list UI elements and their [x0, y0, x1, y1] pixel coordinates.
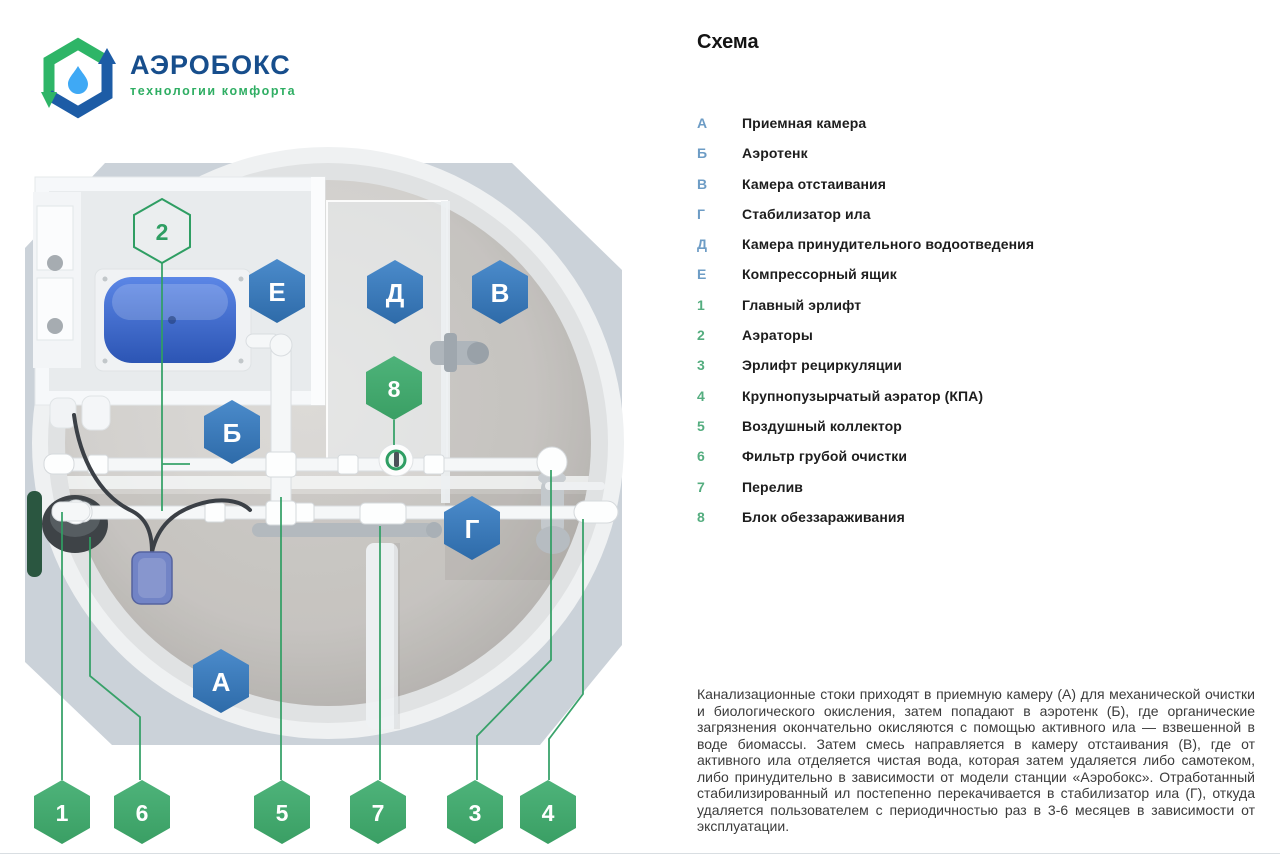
legend-row — [697, 115, 1257, 145]
float-switch — [132, 552, 172, 604]
svg-text:1: 1 — [55, 800, 69, 826]
legend-row — [697, 479, 1257, 509]
legend-row — [697, 357, 1257, 387]
svg-text:Г: Г — [464, 514, 480, 544]
svg-text:В: В — [490, 278, 510, 308]
overflow-coupling — [360, 503, 406, 524]
legend-label: Блок обеззараживания — [742, 508, 905, 525]
legend-key: 1 — [697, 296, 705, 313]
legend-key: 3 — [697, 357, 705, 374]
legend-row — [697, 236, 1257, 266]
legend-key: 8 — [697, 508, 705, 525]
marker-component-3 — [447, 780, 503, 844]
vertical-air-pipe — [271, 348, 291, 510]
legend-label: Стабилизатор ила — [742, 205, 871, 222]
legend-label: Фильтр грубой очистки — [742, 448, 908, 465]
uv-disinfection-unit — [379, 444, 413, 476]
partition-a-g — [366, 543, 398, 729]
cable-gland — [50, 398, 76, 428]
legend-key: Г — [697, 205, 705, 222]
svg-text:Д: Д — [385, 278, 405, 308]
marker-component-7 — [350, 780, 406, 844]
legend-label: Аэраторы — [742, 327, 813, 344]
kpa-end-cap — [574, 501, 618, 523]
svg-text:3: 3 — [468, 800, 482, 826]
legend-row — [697, 145, 1257, 175]
legend-label: Аэротенк — [742, 145, 808, 162]
logo-tagline: технологии комфорта — [130, 84, 297, 98]
legend-label: Перелив — [742, 478, 803, 495]
marker-component-5 — [254, 780, 310, 844]
legend-label: Компрессорный ящик — [742, 266, 897, 283]
svg-text:Е: Е — [268, 277, 286, 307]
legend-panel — [697, 30, 1257, 539]
marker-component-6 — [114, 780, 170, 844]
svg-text:7: 7 — [371, 800, 385, 826]
legend-key: Б — [697, 145, 708, 162]
svg-text:6: 6 — [135, 800, 149, 826]
legend-key: 6 — [697, 448, 705, 465]
legend-row — [697, 327, 1257, 357]
svg-text:А: А — [211, 667, 231, 697]
svg-text:Б: Б — [222, 418, 242, 448]
process-description: Канализационные стоки приходят в приемную камеру (А) для механической очистки и биологического окисления, затем попадают в аэротенк (Б), где органические загрязнения окончательно окисляются с помощью активного ила — взвешенной в воде биомассы. Затем смесь направляется в камеру отстаивания (В), где от активного ила отделяется чистая вода, которая затем удаляется либо самотеком, либо принудительно в зависимости от модели станции «Аэробокс». Отработанный стабилизированный ил постепенно перекачивается в стабилизатор ила (Г), откуда удаляется пользователем с периодичностью раз в 3-6 месяцев в зависимости от эксплуатации. — [697, 686, 1255, 834]
cable-gland — [82, 396, 110, 430]
legend-key: 7 — [697, 478, 705, 495]
legend-row — [697, 206, 1257, 236]
chamber-d-box — [327, 201, 447, 465]
lower-air-pipe — [70, 506, 618, 519]
bottom-divider — [0, 853, 1280, 854]
legend-key: А — [697, 115, 708, 131]
svg-text:8: 8 — [387, 376, 401, 402]
legend-chambers — [697, 115, 1257, 297]
legend-key: 5 — [697, 417, 705, 434]
legend-key: Д — [697, 236, 707, 253]
logo-title: АЭРОБОКС — [130, 50, 291, 80]
legend-label: Приемная камера — [742, 115, 867, 131]
svg-text:2: 2 — [155, 219, 169, 245]
filter-elbow — [52, 502, 90, 521]
legend-label: Крупнопузырчатый аэратор (КПА) — [742, 387, 984, 404]
marker-component-1 — [34, 780, 90, 844]
legend-label: Камера отстаивания — [742, 175, 887, 192]
legend-label: Главный эрлифт — [742, 296, 862, 313]
inlet-opening — [27, 491, 42, 577]
svg-text:5: 5 — [275, 800, 289, 826]
legend-row — [697, 418, 1257, 448]
legend-row — [697, 266, 1257, 296]
marker-component-4 — [520, 780, 576, 844]
pipe-shelf — [36, 476, 624, 489]
recirculation-elbow — [537, 447, 567, 477]
schema-title: Схема — [697, 31, 759, 53]
legend-label: Камера принудительного водоотведения — [742, 236, 1035, 253]
legend-label: Воздушный коллектор — [742, 417, 902, 434]
legend-row — [697, 509, 1257, 539]
legend-row — [697, 176, 1257, 206]
legend-key: В — [697, 175, 708, 192]
legend-key: Е — [697, 266, 707, 283]
legend-label: Эрлифт рециркуляции — [742, 357, 902, 374]
legend-components — [697, 297, 1257, 539]
legend-key: 4 — [697, 387, 705, 404]
svg-text:4: 4 — [541, 800, 555, 826]
legend-row — [697, 388, 1257, 418]
legend-rows — [697, 115, 1257, 539]
legend-row — [697, 297, 1257, 327]
legend-key: 2 — [697, 327, 705, 344]
legend-row — [697, 448, 1257, 478]
